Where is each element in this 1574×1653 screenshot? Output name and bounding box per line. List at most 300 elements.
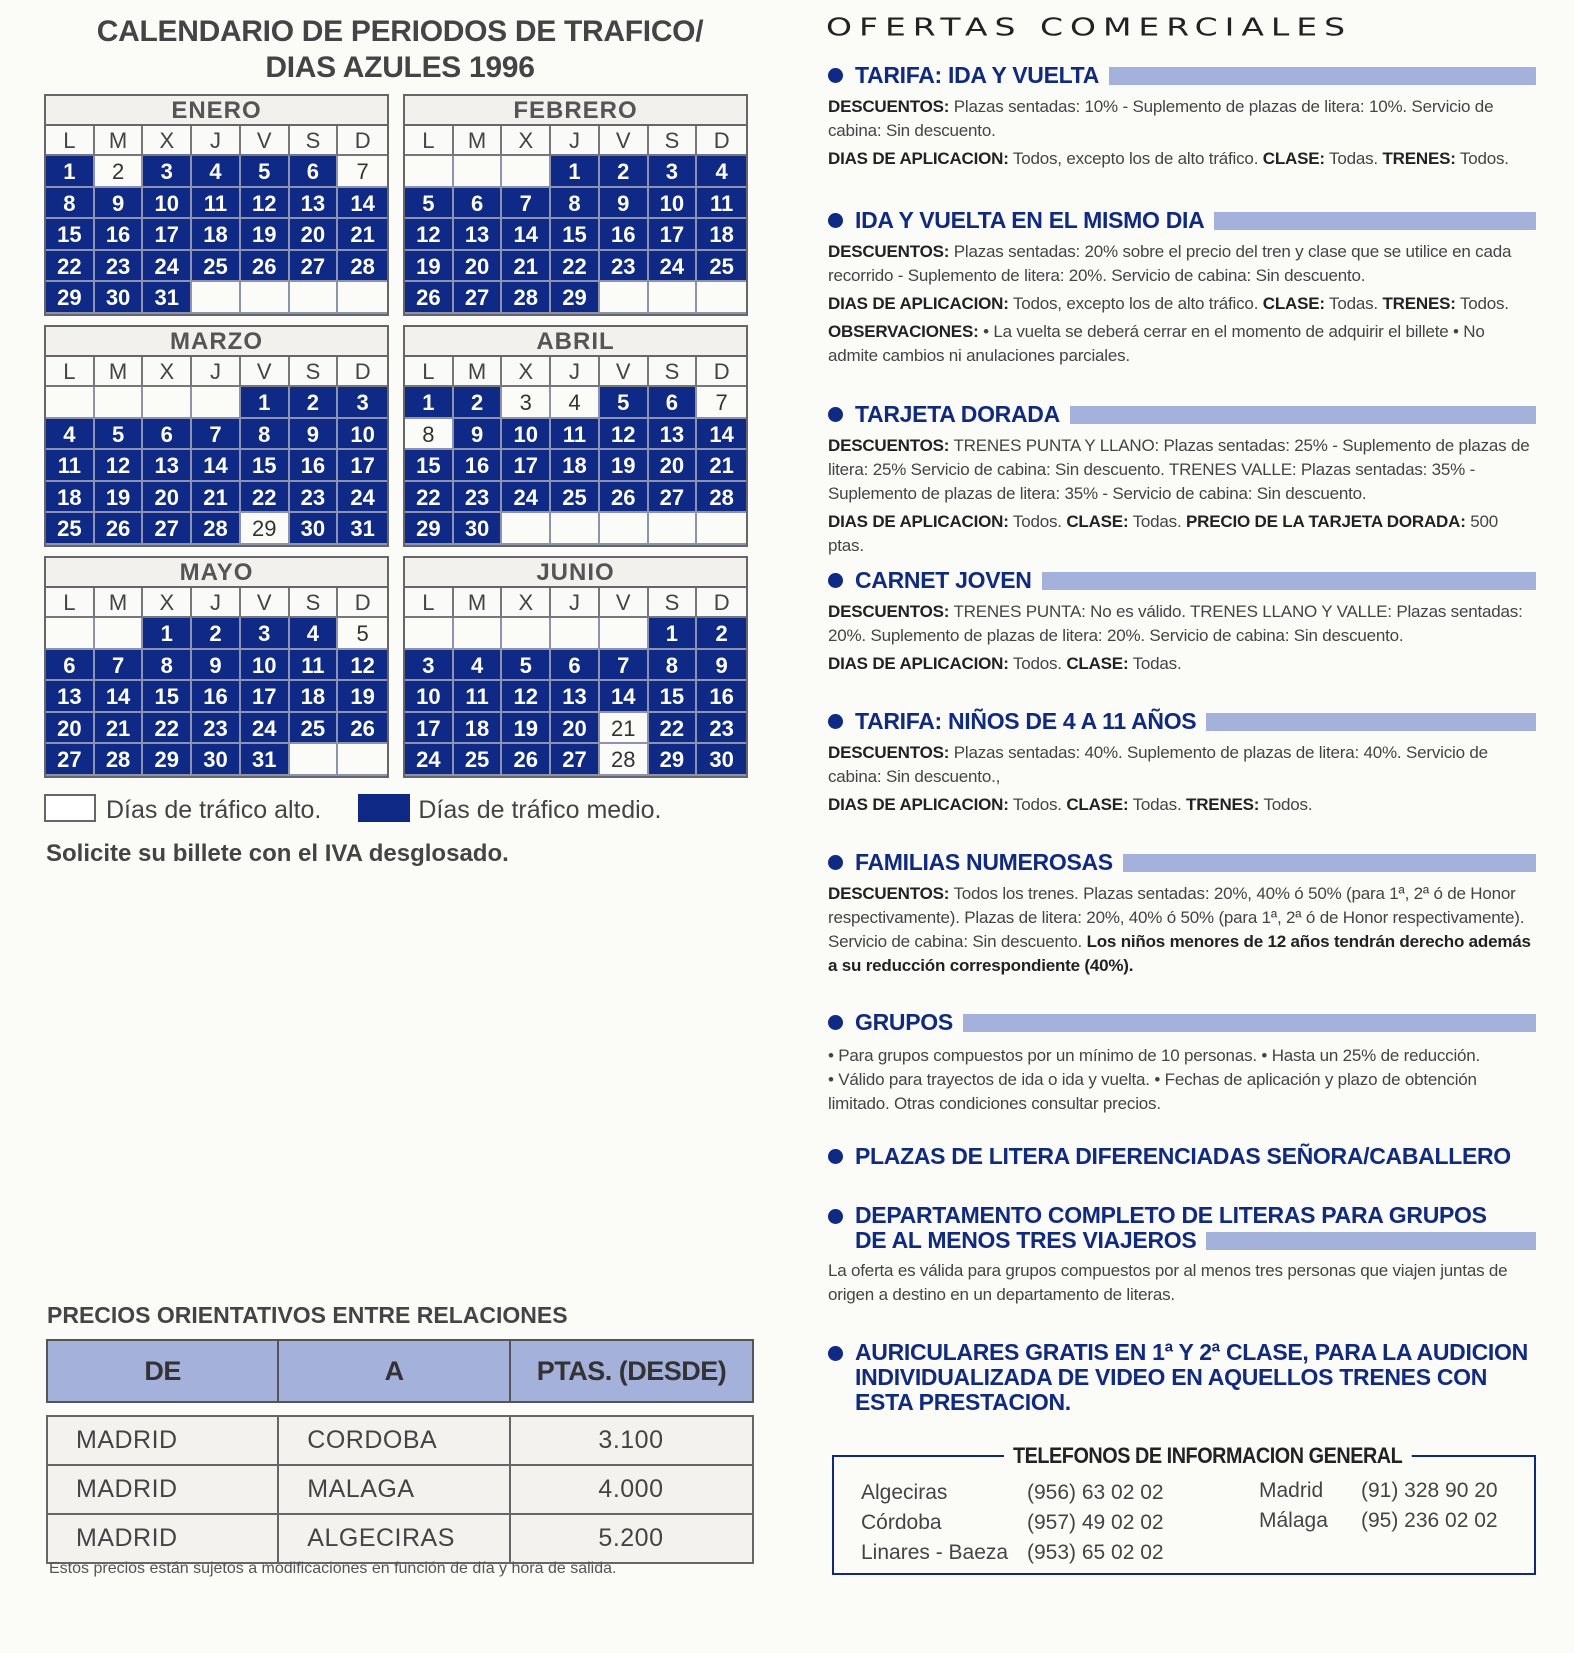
- day-cell-medium-traffic: 24: [241, 713, 290, 745]
- day-cell-medium-traffic: 28: [95, 744, 144, 776]
- day-cell-medium-traffic: 8: [241, 419, 290, 451]
- weekday-header: D: [338, 357, 387, 387]
- title-bar: [1070, 406, 1536, 424]
- phone-city: Madrid: [1259, 1479, 1324, 1502]
- day-cell-medium-traffic: 23: [95, 251, 144, 283]
- weekday-header: M: [454, 357, 503, 387]
- day-cell-medium-traffic: 28: [192, 513, 241, 545]
- day-cell-high-traffic: 8: [405, 419, 454, 451]
- day-cell-medium-traffic: 21: [338, 219, 387, 251]
- day-cell-medium-traffic: 11: [454, 681, 503, 713]
- day-cell-medium-traffic: 15: [143, 681, 192, 713]
- offer-label: OBSERVACIONES:: [828, 322, 979, 341]
- offer-text: Todos.: [1455, 294, 1509, 313]
- calendar-title-line1: CALENDARIO DE PERIODOS DE TRAFICO/: [96, 15, 704, 48]
- day-cell-medium-traffic: 23: [290, 482, 339, 514]
- day-cell-medium-traffic: 1: [143, 618, 192, 650]
- day-cell-empty: [143, 387, 192, 419]
- month-name: ABRIL: [405, 327, 746, 357]
- offer-text: Todos.: [1259, 795, 1313, 814]
- offer-literas-diferenciadas: [828, 1143, 1536, 1170]
- weekday-header: S: [649, 588, 698, 618]
- day-cell-medium-traffic: 10: [338, 419, 387, 451]
- day-cell-medium-traffic: 15: [649, 681, 698, 713]
- day-cell-medium-traffic: 31: [143, 282, 192, 314]
- day-cell-empty: [551, 513, 600, 545]
- day-cell-medium-traffic: 17: [338, 450, 387, 482]
- offer-title: GRUPOS: [855, 1009, 953, 1035]
- offer-text: • La vuelta se deberá cerrar en el momento de adquirir el billete • No admite cambios ni anulaciones parciales.: [828, 322, 1485, 365]
- day-cell-medium-traffic: 20: [454, 251, 503, 283]
- weekday-header: V: [241, 126, 290, 156]
- day-cell-medium-traffic: 15: [405, 450, 454, 482]
- month-marzo: [44, 325, 389, 547]
- price-value: 3.100: [510, 1416, 753, 1465]
- day-cell-medium-traffic: 4: [697, 156, 746, 188]
- price-from: MADRID: [47, 1416, 278, 1465]
- weekday-header: S: [649, 126, 698, 156]
- offer-label: CLASE:: [1262, 294, 1325, 313]
- iva-note: Solicite su billete con el IVA desglosado.: [46, 840, 509, 867]
- day-cell-medium-traffic: 19: [502, 713, 551, 745]
- day-cell-empty: [95, 618, 144, 650]
- weekday-header: S: [290, 588, 339, 618]
- offer-label: TRENES:: [1186, 795, 1260, 814]
- offer-carnet-joven: [828, 567, 1536, 680]
- calendar-title: [40, 14, 760, 86]
- offer-label: DESCUENTOS:: [828, 743, 950, 762]
- price-value: 5.200: [510, 1514, 753, 1563]
- day-cell-high-traffic: 28: [600, 744, 649, 776]
- day-cell-medium-traffic: 9: [697, 650, 746, 682]
- day-cell-medium-traffic: 14: [192, 450, 241, 482]
- title-bar: [1042, 572, 1536, 590]
- phone-city: Linares - Baeza: [861, 1541, 1009, 1564]
- offer-label: CLASE:: [1262, 149, 1325, 168]
- day-cell-medium-traffic: 6: [649, 387, 698, 419]
- month-junio: [403, 556, 748, 778]
- weekday-header: D: [338, 588, 387, 618]
- day-cell-medium-traffic: 3: [649, 156, 698, 188]
- day-cell-empty: [405, 618, 454, 650]
- weekday-header: L: [46, 126, 95, 156]
- day-cell-medium-traffic: 12: [405, 219, 454, 251]
- weekday-header: J: [551, 357, 600, 387]
- day-cell-medium-traffic: 26: [405, 282, 454, 314]
- day-cell-medium-traffic: 2: [290, 387, 339, 419]
- weekday-header: V: [600, 126, 649, 156]
- day-cell-medium-traffic: 24: [649, 251, 698, 283]
- day-cell-medium-traffic: 26: [95, 513, 144, 545]
- offers-title: OFERTAS COMERCIALES: [826, 12, 1353, 42]
- day-cell-medium-traffic: 24: [143, 251, 192, 283]
- day-cell-medium-traffic: 28: [697, 482, 746, 514]
- day-cell-medium-traffic: 22: [241, 482, 290, 514]
- weekday-header: X: [502, 588, 551, 618]
- weekday-header: L: [46, 357, 95, 387]
- day-cell-high-traffic: 5: [338, 618, 387, 650]
- day-cell-medium-traffic: 4: [290, 618, 339, 650]
- offer-ida-vuelta: [828, 62, 1536, 175]
- day-cell-medium-traffic: 21: [697, 450, 746, 482]
- day-cell-medium-traffic: 26: [241, 251, 290, 283]
- month-name: JUNIO: [405, 558, 746, 588]
- month-name: ENERO: [46, 96, 387, 126]
- day-cell-medium-traffic: 5: [502, 650, 551, 682]
- day-cell-medium-traffic: 18: [290, 681, 339, 713]
- prices-title: PRECIOS ORIENTATIVOS ENTRE RELACIONES: [47, 1302, 568, 1328]
- price-value: 4.000: [510, 1465, 753, 1514]
- day-cell-medium-traffic: 29: [46, 282, 95, 314]
- day-cell-medium-traffic: 7: [95, 650, 144, 682]
- title-bar: [1206, 1232, 1536, 1250]
- day-cell-empty: [600, 513, 649, 545]
- day-cell-medium-traffic: 23: [454, 482, 503, 514]
- day-cell-empty: [95, 387, 144, 419]
- day-cell-medium-traffic: 3: [338, 387, 387, 419]
- day-cell-medium-traffic: 10: [405, 681, 454, 713]
- day-cell-medium-traffic: 11: [46, 450, 95, 482]
- weekday-header: J: [551, 126, 600, 156]
- phone-number: (956) 63 02 02: [1027, 1481, 1164, 1504]
- offer-label: DESCUENTOS:: [828, 436, 950, 455]
- day-cell-medium-traffic: 14: [502, 219, 551, 251]
- bullet-icon: [828, 213, 843, 228]
- day-cell-medium-traffic: 17: [143, 219, 192, 251]
- day-cell-medium-traffic: 24: [338, 482, 387, 514]
- day-cell-medium-traffic: 14: [95, 681, 144, 713]
- bullet-icon: [828, 573, 843, 588]
- day-cell-medium-traffic: 1: [649, 618, 698, 650]
- day-cell-medium-traffic: 7: [192, 419, 241, 451]
- day-cell-medium-traffic: 25: [192, 251, 241, 283]
- day-cell-medium-traffic: 10: [502, 419, 551, 451]
- day-cell-medium-traffic: 22: [551, 251, 600, 283]
- prices-table: [46, 1339, 754, 1564]
- day-cell-medium-traffic: 22: [46, 251, 95, 283]
- day-cell-medium-traffic: 24: [405, 744, 454, 776]
- day-cell-medium-traffic: 15: [241, 450, 290, 482]
- day-cell-medium-traffic: 6: [143, 419, 192, 451]
- weekday-header: X: [502, 357, 551, 387]
- offer-ninos: [828, 708, 1536, 821]
- phone-number: (95) 236 02 02: [1361, 1509, 1498, 1532]
- price-to: CORDOBA: [278, 1416, 510, 1465]
- weekday-header: M: [95, 588, 144, 618]
- weekday-header: S: [649, 357, 698, 387]
- offer-label: DIAS DE APLICACION:: [828, 294, 1009, 313]
- offer-title: TARJETA DORADA: [855, 401, 1060, 427]
- day-cell-medium-traffic: 5: [95, 419, 144, 451]
- offer-text: Todos, excepto los de alto tráfico.: [1008, 149, 1263, 168]
- weekday-header: X: [143, 588, 192, 618]
- day-cell-medium-traffic: 28: [502, 282, 551, 314]
- weekday-header: M: [454, 126, 503, 156]
- day-cell-medium-traffic: 23: [192, 713, 241, 745]
- offer-tarjeta-dorada: [828, 401, 1536, 562]
- weekday-header: L: [46, 588, 95, 618]
- day-cell-medium-traffic: 18: [192, 219, 241, 251]
- offer-label: DIAS DE APLICACION:: [828, 512, 1009, 531]
- day-cell-medium-traffic: 2: [697, 618, 746, 650]
- day-cell-medium-traffic: 10: [143, 188, 192, 220]
- weekday-header: J: [192, 357, 241, 387]
- day-cell-medium-traffic: 19: [95, 482, 144, 514]
- day-cell-high-traffic: 7: [697, 387, 746, 419]
- day-cell-medium-traffic: 6: [551, 650, 600, 682]
- prices-header-a: A: [278, 1340, 510, 1402]
- weekday-header: L: [405, 126, 454, 156]
- weekday-header: J: [551, 588, 600, 618]
- offer-label: PRECIO DE LA TARJETA DORADA:: [1186, 512, 1466, 531]
- day-cell-medium-traffic: 17: [241, 681, 290, 713]
- day-cell-medium-traffic: 30: [95, 282, 144, 314]
- day-cell-medium-traffic: 13: [290, 188, 339, 220]
- month-name: FEBRERO: [405, 96, 746, 126]
- phone-number: (91) 328 90 20: [1361, 1479, 1498, 1502]
- day-cell-medium-traffic: 4: [46, 419, 95, 451]
- medium-traffic-swatch: [358, 794, 410, 822]
- offer-auriculares: [828, 1340, 1536, 1415]
- day-cell-medium-traffic: 21: [95, 713, 144, 745]
- offer-text: Todas.: [1324, 149, 1383, 168]
- day-cell-medium-traffic: 12: [600, 419, 649, 451]
- day-cell-high-traffic: 4: [551, 387, 600, 419]
- day-cell-medium-traffic: 16: [600, 219, 649, 251]
- day-cell-empty: [502, 618, 551, 650]
- day-cell-medium-traffic: 21: [192, 482, 241, 514]
- day-cell-medium-traffic: 16: [290, 450, 339, 482]
- day-cell-empty: [600, 282, 649, 314]
- day-cell-medium-traffic: 10: [241, 650, 290, 682]
- phone-city: Algeciras: [861, 1481, 948, 1504]
- offer-title-line2: DE AL MENOS TRES VIAJEROS: [855, 1227, 1197, 1253]
- day-cell-medium-traffic: 7: [502, 188, 551, 220]
- day-cell-medium-traffic: 10: [649, 188, 698, 220]
- day-cell-medium-traffic: 19: [338, 681, 387, 713]
- month-abril: [403, 325, 748, 547]
- day-cell-medium-traffic: 17: [502, 450, 551, 482]
- day-cell-medium-traffic: 11: [697, 188, 746, 220]
- day-cell-medium-traffic: 27: [143, 513, 192, 545]
- day-cell-medium-traffic: 8: [46, 188, 95, 220]
- day-cell-medium-traffic: 17: [405, 713, 454, 745]
- day-cell-medium-traffic: 11: [551, 419, 600, 451]
- table-row: [47, 1465, 753, 1514]
- table-row: [47, 1514, 753, 1563]
- bullet-icon: [828, 714, 843, 729]
- day-cell-empty: [192, 387, 241, 419]
- day-cell-medium-traffic: 13: [551, 681, 600, 713]
- weekday-header: V: [600, 357, 649, 387]
- offer-label: CLASE:: [1066, 654, 1129, 673]
- legend-high-label: Días de tráfico alto.: [106, 796, 322, 824]
- day-cell-medium-traffic: 24: [502, 482, 551, 514]
- day-cell-medium-traffic: 25: [697, 251, 746, 283]
- title-bar: [1123, 854, 1536, 872]
- day-cell-medium-traffic: 5: [241, 156, 290, 188]
- offer-text: Todas.: [1128, 654, 1182, 673]
- day-cell-medium-traffic: 20: [551, 713, 600, 745]
- day-cell-medium-traffic: 9: [600, 188, 649, 220]
- title-bar: [1206, 713, 1536, 731]
- offer-title: TARIFA: NIÑOS DE 4 A 11 AÑOS: [855, 708, 1197, 734]
- day-cell-medium-traffic: 12: [95, 450, 144, 482]
- day-cell-high-traffic: 29: [241, 513, 290, 545]
- day-cell-empty: [649, 513, 698, 545]
- day-cell-medium-traffic: 12: [241, 188, 290, 220]
- bullet-icon: [828, 1346, 843, 1361]
- phone-city: Córdoba: [861, 1511, 942, 1534]
- day-cell-medium-traffic: 8: [649, 650, 698, 682]
- prices-header-de: DE: [47, 1340, 278, 1402]
- offer-title: PLAZAS DE LITERA DIFERENCIADAS SEÑORA/CABALLERO: [855, 1143, 1511, 1169]
- price-from: MADRID: [47, 1465, 278, 1514]
- day-cell-empty: [600, 618, 649, 650]
- offer-text: TRENES PUNTA: No es válido. TRENES LLANO Y VALLE: Plazas sentadas: 20%. Suplemento de plazas de litera: 20%. Servicio de cabina: Sin descuento.: [828, 602, 1523, 645]
- day-cell-medium-traffic: 28: [338, 251, 387, 283]
- day-cell-medium-traffic: 19: [405, 251, 454, 283]
- day-cell-medium-traffic: 26: [338, 713, 387, 745]
- phone-number: (957) 49 02 02: [1027, 1511, 1164, 1534]
- offer-label: DESCUENTOS:: [828, 602, 950, 621]
- price-to: ALGECIRAS: [278, 1514, 510, 1563]
- day-cell-medium-traffic: 21: [502, 251, 551, 283]
- bullet-icon: [828, 1209, 843, 1224]
- bullet-icon: [828, 407, 843, 422]
- weekday-header: M: [454, 588, 503, 618]
- weekday-header: V: [600, 588, 649, 618]
- day-cell-medium-traffic: 27: [46, 744, 95, 776]
- offer-mismo-dia: [828, 207, 1536, 372]
- day-cell-empty: [454, 156, 503, 188]
- day-cell-medium-traffic: 18: [697, 219, 746, 251]
- price-from: MADRID: [47, 1514, 278, 1563]
- day-cell-medium-traffic: 2: [600, 156, 649, 188]
- day-cell-medium-traffic: 2: [192, 618, 241, 650]
- day-cell-medium-traffic: 13: [454, 219, 503, 251]
- day-cell-empty: [697, 513, 746, 545]
- day-cell-empty: [338, 744, 387, 776]
- day-cell-empty: [551, 618, 600, 650]
- offer-text: Todos, excepto los de alto tráfico.: [1008, 294, 1263, 313]
- offer-label: TRENES:: [1382, 149, 1456, 168]
- month-name: MAYO: [46, 558, 387, 588]
- offer-title: IDA Y VUELTA EN EL MISMO DIA: [855, 207, 1205, 233]
- month-name: MARZO: [46, 327, 387, 357]
- weekday-header: M: [95, 126, 144, 156]
- day-cell-medium-traffic: 11: [192, 188, 241, 220]
- day-cell-medium-traffic: 20: [649, 450, 698, 482]
- day-cell-medium-traffic: 15: [46, 219, 95, 251]
- offer-label: DIAS DE APLICACION:: [828, 654, 1009, 673]
- day-cell-medium-traffic: 11: [290, 650, 339, 682]
- title-bar: [1109, 67, 1536, 85]
- offer-text: Todas.: [1128, 512, 1187, 531]
- day-cell-medium-traffic: 25: [551, 482, 600, 514]
- offer-text: 500 ptas.: [828, 512, 1498, 555]
- weekday-header: S: [290, 126, 339, 156]
- day-cell-empty: [46, 387, 95, 419]
- weekday-header: V: [241, 357, 290, 387]
- offer-text: • Válido para trayectos de ida o ida y vuelta. • Fechas de aplicación y plazo de obtención limitado. Otras condiciones consultar precios.: [828, 1070, 1477, 1113]
- day-cell-medium-traffic: 16: [697, 681, 746, 713]
- day-cell-empty: [502, 513, 551, 545]
- phones-box: [832, 1443, 1536, 1575]
- day-cell-empty: [697, 282, 746, 314]
- day-cell-medium-traffic: 29: [405, 513, 454, 545]
- day-cell-empty: [192, 282, 241, 314]
- weekday-header: M: [95, 357, 144, 387]
- traffic-legend: [44, 794, 662, 830]
- legend-medium-label: Días de tráfico medio.: [418, 796, 662, 824]
- day-cell-medium-traffic: 1: [551, 156, 600, 188]
- day-cell-empty: [502, 156, 551, 188]
- day-cell-medium-traffic: 16: [454, 450, 503, 482]
- offer-label: DESCUENTOS:: [828, 97, 950, 116]
- title-bar: [1214, 212, 1536, 230]
- prices-note: Estos precios están sujetos a modificaciones en función de día y hora de salida.: [49, 1560, 617, 1577]
- offer-text: Todos.: [1455, 149, 1509, 168]
- day-cell-medium-traffic: 17: [649, 219, 698, 251]
- day-cell-medium-traffic: 1: [405, 387, 454, 419]
- high-traffic-swatch: [44, 794, 96, 822]
- day-cell-medium-traffic: 31: [241, 744, 290, 776]
- day-cell-high-traffic: 21: [600, 713, 649, 745]
- day-cell-medium-traffic: 25: [454, 744, 503, 776]
- phones-title: TELEFONOS DE INFORMACION GENERAL: [1004, 1443, 1411, 1469]
- offer-label: DIAS DE APLICACION:: [828, 795, 1009, 814]
- offer-grupos: [828, 1009, 1536, 1116]
- day-cell-medium-traffic: 6: [46, 650, 95, 682]
- weekday-header: J: [192, 588, 241, 618]
- day-cell-medium-traffic: 26: [600, 482, 649, 514]
- day-cell-medium-traffic: 13: [143, 450, 192, 482]
- day-cell-empty: [290, 744, 339, 776]
- day-cell-medium-traffic: 30: [192, 744, 241, 776]
- offer-text: Plazas sentadas: 10% - Suplemento de plazas de litera: 10%. Servicio de cabina: Sin descuento.: [828, 97, 1494, 140]
- day-cell-medium-traffic: 6: [454, 188, 503, 220]
- day-cell-medium-traffic: 9: [95, 188, 144, 220]
- day-cell-medium-traffic: 8: [143, 650, 192, 682]
- day-cell-high-traffic: 7: [338, 156, 387, 188]
- day-cell-medium-traffic: 22: [143, 713, 192, 745]
- weekday-header: X: [143, 357, 192, 387]
- offer-label: DIAS DE APLICACION:: [828, 149, 1009, 168]
- day-cell-medium-traffic: 9: [454, 419, 503, 451]
- day-cell-medium-traffic: 5: [405, 188, 454, 220]
- weekday-header: S: [290, 357, 339, 387]
- offer-bold-text: Los niños menores de 12 años tendrán derecho además a su reducción correspondiente (40%).: [828, 932, 1531, 975]
- calendar-title-line2: DIAS AZULES 1996: [265, 51, 535, 84]
- day-cell-medium-traffic: 1: [241, 387, 290, 419]
- day-cell-medium-traffic: 30: [290, 513, 339, 545]
- day-cell-medium-traffic: 3: [241, 618, 290, 650]
- weekday-header: V: [241, 588, 290, 618]
- day-cell-medium-traffic: 18: [46, 482, 95, 514]
- weekday-header: J: [192, 126, 241, 156]
- day-cell-medium-traffic: 2: [454, 387, 503, 419]
- offer-label: CLASE:: [1066, 512, 1129, 531]
- day-cell-medium-traffic: 13: [46, 681, 95, 713]
- table-row: [47, 1416, 753, 1465]
- day-cell-medium-traffic: 15: [551, 219, 600, 251]
- weekday-header: X: [143, 126, 192, 156]
- bullet-icon: [828, 1015, 843, 1030]
- day-cell-medium-traffic: 9: [192, 650, 241, 682]
- day-cell-medium-traffic: 27: [649, 482, 698, 514]
- day-cell-medium-traffic: 18: [551, 450, 600, 482]
